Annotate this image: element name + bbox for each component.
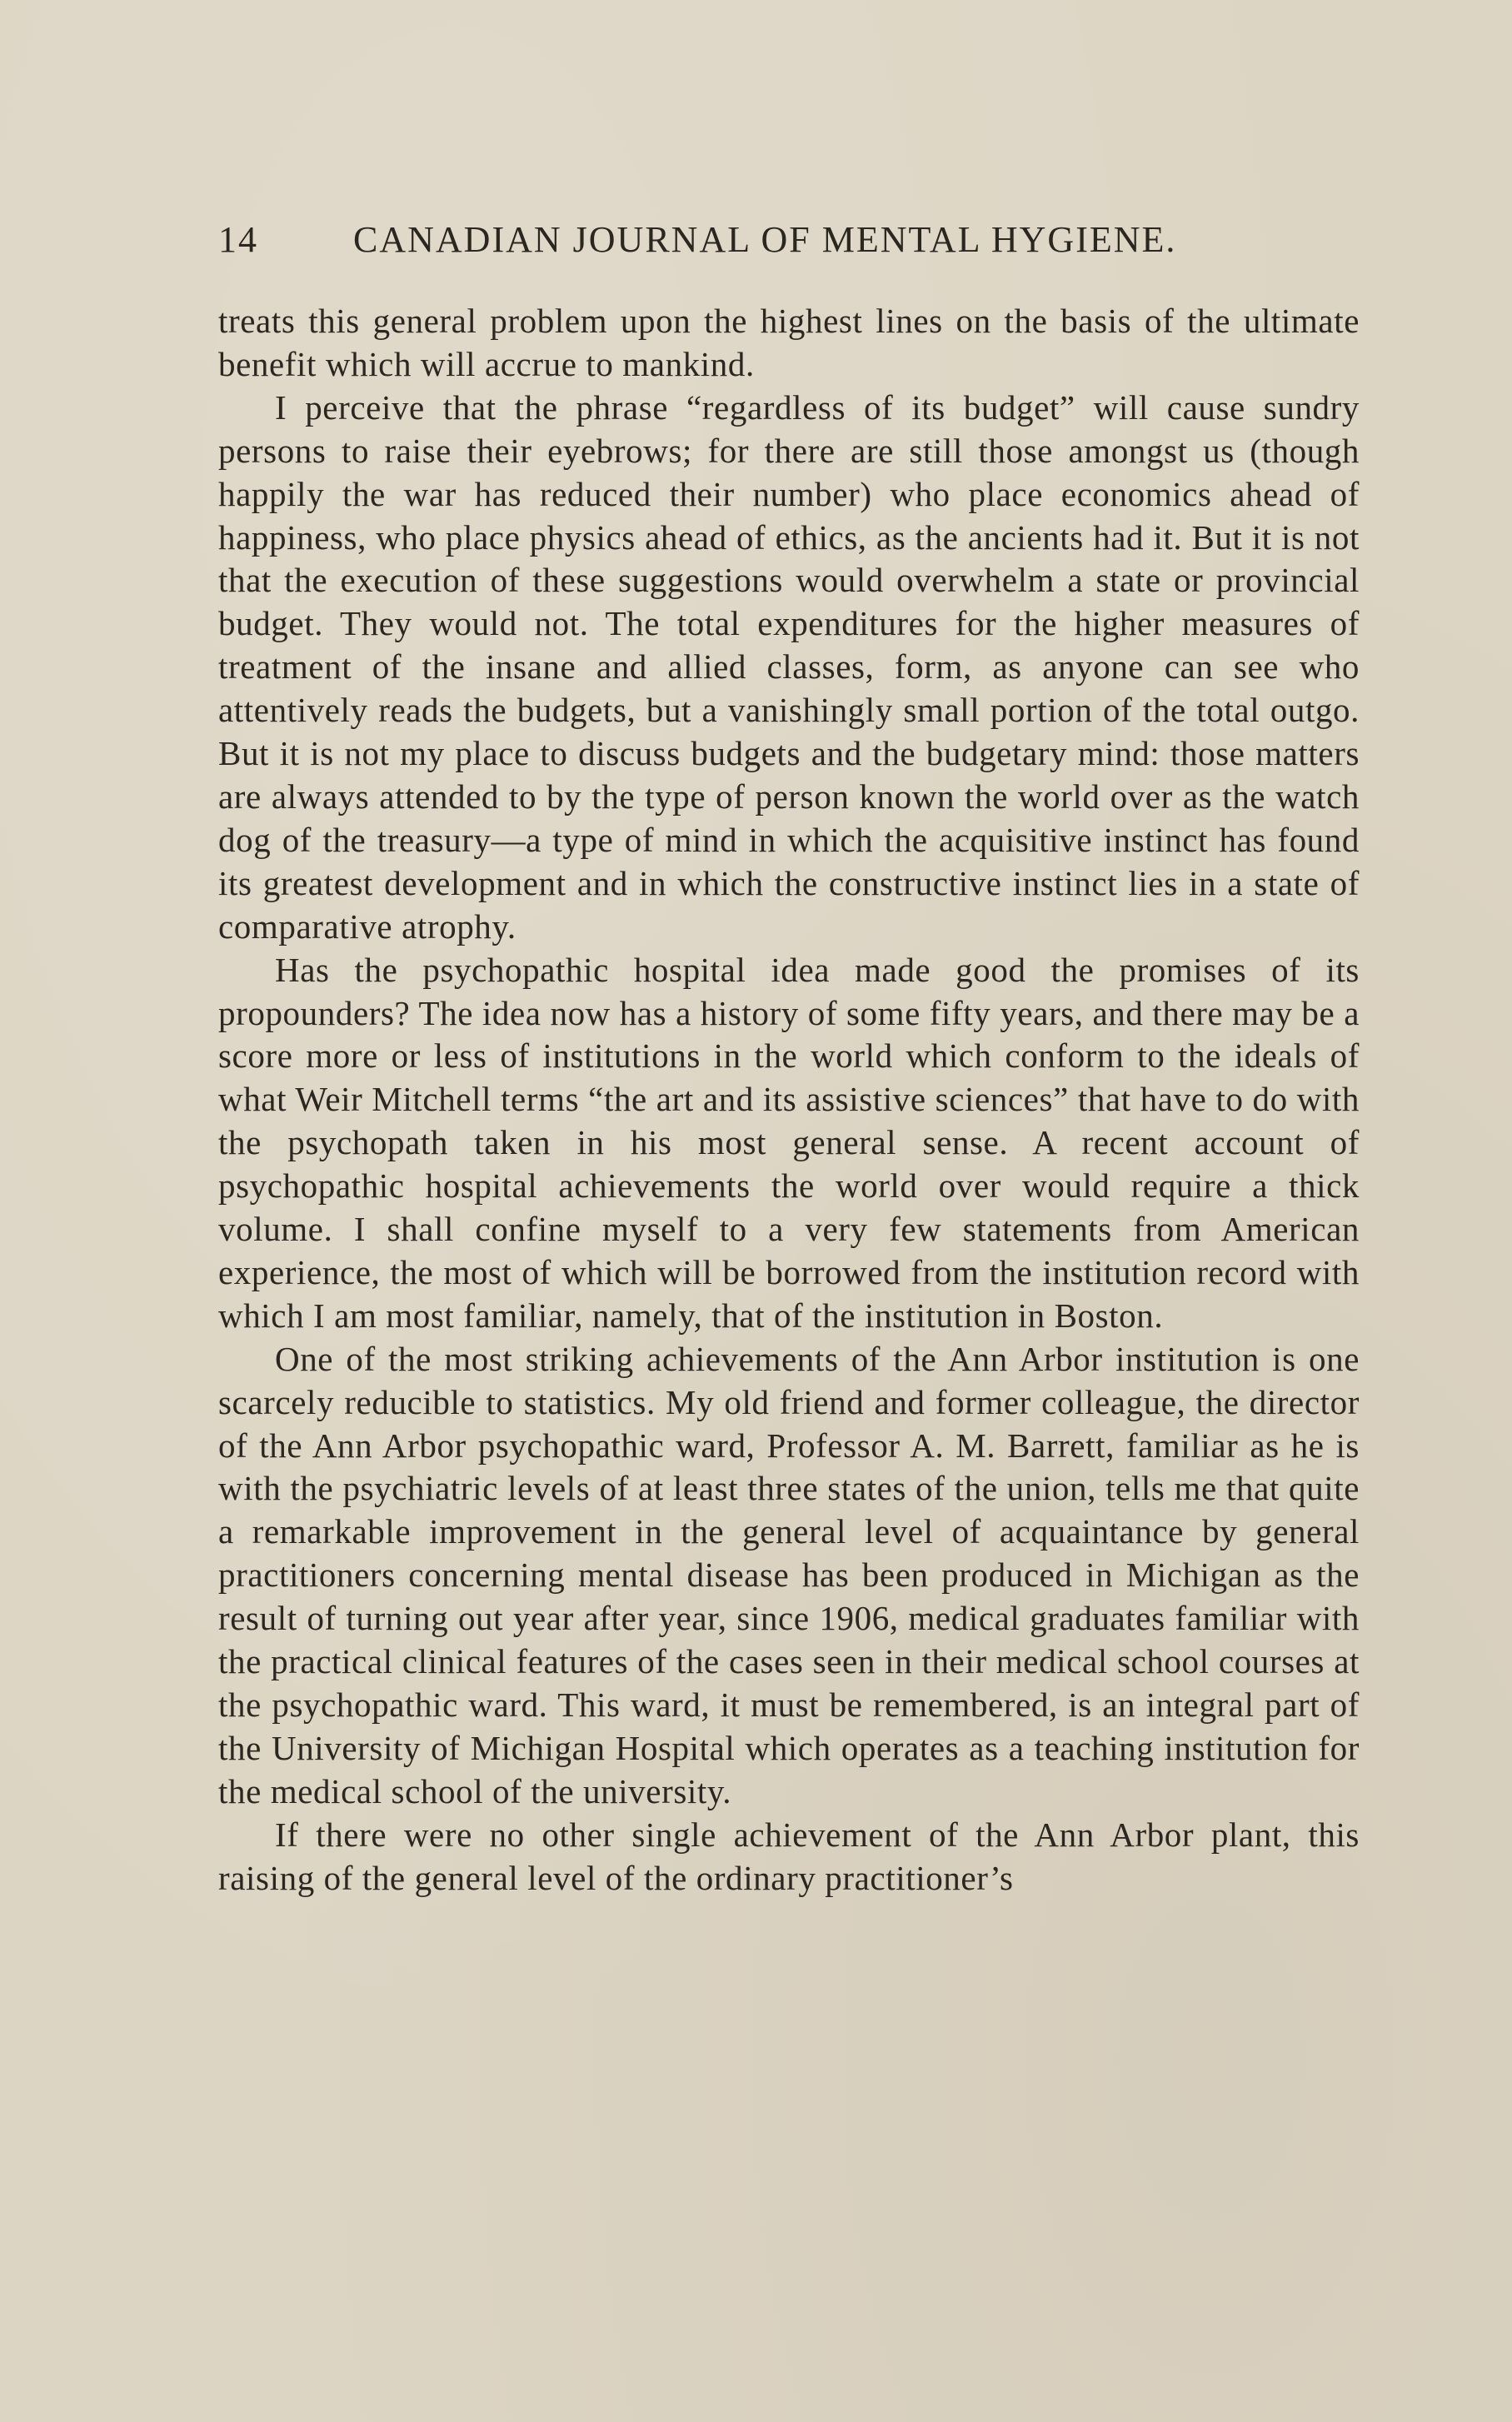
page-number: 14 <box>218 219 258 260</box>
paragraph-budget: I perceive that the phrase “regardless of its budget” will cause sundry persons to raise their eyebrows; for there are still those amongst us (though happily the war has reduced their number) who place economics ahead of happiness, who place physics ahead of ethics, as the ancients had it. But it is not that the execution of these suggestions would overwhelm a state or provincial budget. They would not. The total expenditures for the higher measures of treatment of the insane and allied classes, form, as anyone can see who attentively reads the budgets, but a vanishingly small portion of the total outgo. But it is not my place to discuss budgets and the budgetary mind: those matters are always attended to by the type of person known the world over as the watch dog of the treasury—a type of mind in which the acquisitive instinct has found its greatest development and in which the constructive instinct lies in a state of comparative atrophy. <box>218 387 1360 946</box>
paragraph-ann-arbor-achievements: One of the most striking achievements of the Ann Arbor institution is one scarcely reducible to statistics. My old friend and former colleague, the director of the Ann Arbor psychopathic ward, Professor A. M. Barrett, familiar as he is with the psychiatric levels of at least three states of the union, tells me that quite a remarkable improvement in the general level of acquaintance by general practitioners concerning mental disease has been produced in Michigan as the result of turning out year after year, since 1906, medical graduates familiar with the practical clinical features of the cases seen in their medical school courses at the psychopathic ward. This ward, it must be remembered, is an integral part of the University of Michigan Hospital which operates as a teaching institution for the medical school of the university. <box>218 1339 1360 1810</box>
article-body <box>218 300 1360 1900</box>
paragraph-practitioner-level: If there were no other single achievement of the Ann Arbor plant, this raising of the general level of the ordinary practitioner’s <box>218 1815 1360 1897</box>
paragraph-continued: treats this general problem upon the highest lines on the basis of the ultimate benefit which will accrue to mankind. <box>218 302 1360 383</box>
paragraph-psychopathic-hospital-idea: Has the psychopathic hospital idea made good the promises of its propounders? The idea now has a history of some fifty years, and there may be a score more or less of institutions in the world which conform to the ideals of what Weir Mitchell terms “the art and its assistive sciences” that have to do with the psychopath taken in his most general sense. A recent account of psychopathic hospital achievements the world over would require a thick volume. I shall confine myself to a very few statements from American experience, the most of which will be borrowed from the institution record with which I am most familiar, namely, that of the institution in Boston. <box>218 950 1360 1335</box>
running-head <box>218 218 1293 261</box>
journal-title: CANADIAN JOURNAL OF MENTAL HYGIENE. <box>353 219 1177 260</box>
